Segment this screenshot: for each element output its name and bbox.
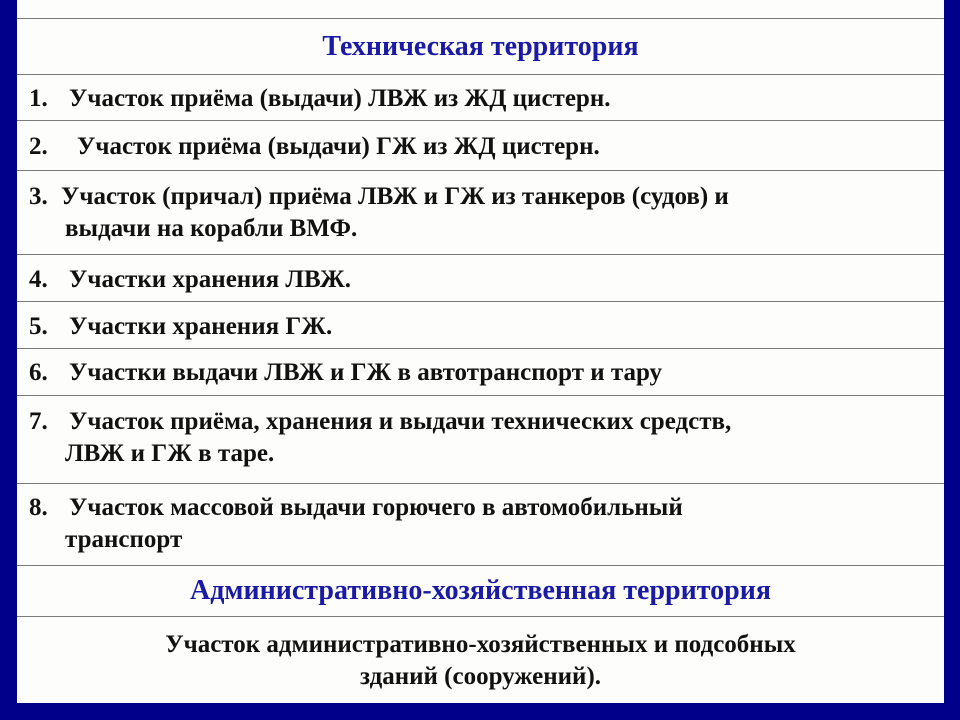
item-text: Участок приёма (выдачи) ЛВЖ из ЖД цистерн.	[69, 85, 611, 112]
item-continuation: транспорт	[65, 526, 183, 553]
item-text: Участок приёма (выдачи) ГЖ из ЖД цистерн.	[77, 133, 600, 160]
item-number: 1.	[29, 85, 48, 112]
list-item	[17, 395, 944, 483]
list-item	[17, 254, 944, 301]
admin-item	[17, 616, 944, 703]
item-continuation: выдачи на корабли ВМФ.	[65, 215, 358, 242]
section-technical-title: Техническая территория	[322, 31, 639, 62]
document-table	[17, 0, 944, 703]
admin-item-line1: Участок административно-хозяйственных и подсобных	[165, 631, 796, 658]
list-item	[17, 120, 944, 170]
item-number: 6.	[29, 359, 48, 386]
section-technical-heading	[17, 18, 944, 74]
item-text: Участки хранения ГЖ.	[69, 313, 333, 340]
item-number: 5.	[29, 313, 48, 340]
item-text: Участок массовой выдачи горючего в автомобильный	[69, 494, 683, 521]
item-number: 7.	[29, 408, 48, 435]
item-text: Участок (причал) приёма ЛВЖ и ГЖ из танкеров (судов) и	[61, 183, 729, 210]
list-item	[17, 74, 944, 120]
top-empty-row	[17, 0, 944, 18]
item-number: 8.	[29, 494, 48, 521]
item-text: Участок приёма, хранения и выдачи технических средств,	[69, 408, 732, 435]
item-number: 3.	[29, 183, 48, 210]
item-number: 2.	[29, 133, 48, 160]
item-continuation: ЛВЖ и ГЖ в таре.	[65, 440, 275, 467]
item-text: Участки хранения ЛВЖ.	[69, 266, 352, 293]
list-item	[17, 170, 944, 254]
admin-item-line2: зданий (сооружений).	[359, 663, 602, 690]
section-admin-heading	[17, 565, 944, 616]
item-number: 4.	[29, 266, 48, 293]
item-text: Участки выдачи ЛВЖ и ГЖ в автотранспорт и тару	[69, 359, 663, 386]
list-item	[17, 348, 944, 395]
section-admin-title: Административно-хозяйственная территория	[190, 575, 771, 606]
list-item	[17, 483, 944, 565]
list-item	[17, 301, 944, 348]
